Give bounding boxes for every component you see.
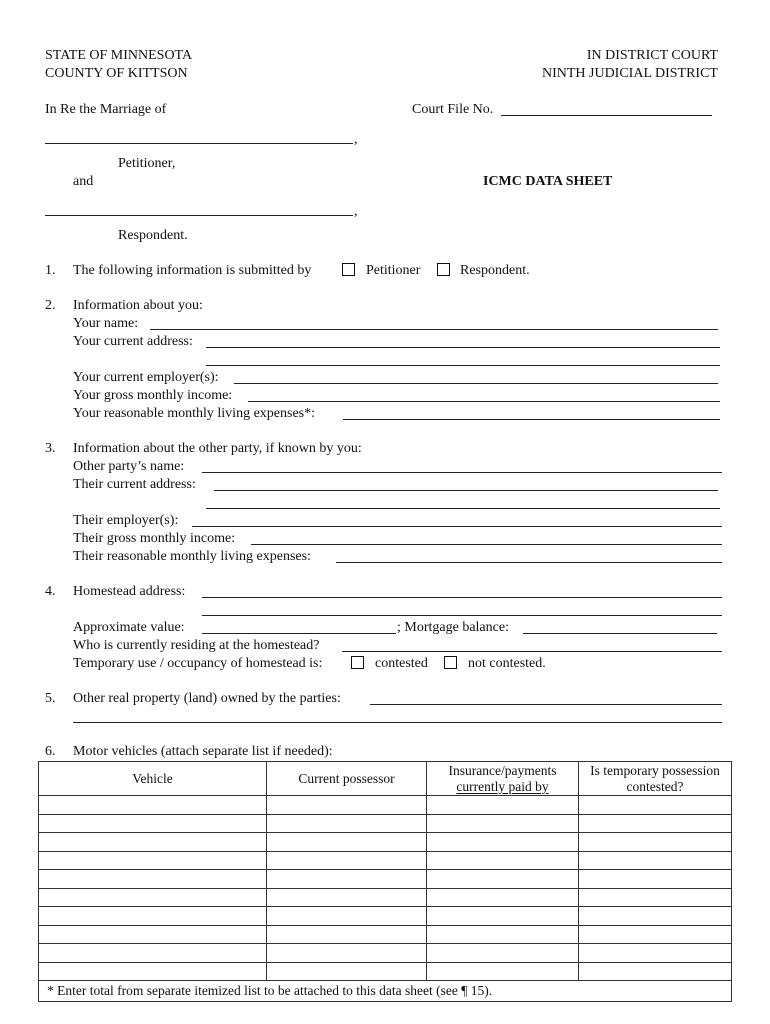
other-employer-label: Their employer(s): — [73, 513, 179, 528]
section-1-number: 1. — [45, 263, 56, 278]
residing-label: Who is currently residing at the homestead? — [73, 638, 320, 653]
homestead-address-field-2[interactable] — [202, 615, 722, 616]
table-cell[interactable] — [39, 925, 267, 944]
court-file-field[interactable] — [501, 115, 712, 116]
not-contested-checkbox[interactable] — [444, 656, 457, 669]
section-4-number: 4. — [45, 584, 56, 599]
other-income-label: Their gross monthly income: — [73, 531, 236, 546]
respondent-comma: , — [354, 204, 358, 219]
section-2-heading: Information about you: — [73, 298, 203, 313]
motor-vehicles-label: Motor vehicles (attach separate list if needed): — [73, 744, 333, 759]
your-expenses-label: Your reasonable monthly living expenses*: — [73, 406, 315, 421]
col-current-possessor: Current possessor — [267, 762, 427, 796]
petitioner-checkbox[interactable] — [342, 263, 355, 276]
table-cell[interactable] — [579, 833, 732, 852]
table-cell[interactable] — [267, 851, 427, 870]
other-income-field[interactable] — [251, 544, 722, 545]
section-3-number: 3. — [45, 441, 56, 456]
table-cell[interactable] — [267, 944, 427, 963]
table-cell[interactable] — [267, 833, 427, 852]
other-property-label: Other real property (land) owned by the parties: — [73, 691, 341, 706]
section-5-number: 5. — [45, 691, 56, 706]
table-cell[interactable] — [267, 796, 427, 815]
petitioner-name-field[interactable] — [45, 143, 353, 144]
section-2-number: 2. — [45, 298, 56, 313]
table-cell[interactable] — [267, 870, 427, 889]
table-cell[interactable] — [267, 907, 427, 926]
other-name-label: Other party’s name: — [73, 459, 185, 474]
table-row — [39, 925, 732, 944]
table-cell[interactable] — [579, 796, 732, 815]
vehicles-table — [38, 761, 732, 1002]
table-cell[interactable] — [39, 888, 267, 907]
court-file-label: Court File No. — [412, 102, 494, 117]
homestead-address-field[interactable] — [202, 597, 722, 598]
court-name: IN DISTRICT COURT — [586, 48, 718, 63]
other-address-label: Their current address: — [73, 477, 196, 492]
col-temp-line-2: contested? — [626, 778, 684, 794]
petitioner-label: Petitioner, — [118, 156, 176, 171]
vehicles-table-header — [39, 762, 732, 796]
col-vehicle: Vehicle — [39, 762, 267, 796]
table-cell[interactable] — [579, 888, 732, 907]
table-cell[interactable] — [39, 870, 267, 889]
state-name: STATE OF MINNESOTA — [45, 48, 193, 63]
table-row — [39, 907, 732, 926]
table-row — [39, 888, 732, 907]
in-re-label: In Re the Marriage of — [45, 102, 167, 117]
other-property-field-2[interactable] — [73, 722, 722, 723]
respondent-checkbox[interactable] — [437, 263, 450, 276]
table-cell[interactable] — [427, 796, 579, 815]
homestead-address-label: Homestead address: — [73, 584, 186, 599]
table-cell[interactable] — [267, 814, 427, 833]
footnote: * Enter total from separate itemized list to be attached to this data sheet (see ¶ 15). — [39, 981, 732, 1002]
judicial-district: NINTH JUDICIAL DISTRICT — [541, 66, 718, 81]
mortgage-balance-label: ; Mortgage balance: — [397, 620, 509, 635]
other-employer-field[interactable] — [192, 526, 722, 527]
county-name: COUNTY OF KITTSON — [45, 66, 188, 81]
your-address-label: Your current address: — [73, 334, 193, 349]
table-cell[interactable] — [579, 962, 732, 981]
table-cell[interactable] — [39, 907, 267, 926]
occupancy-label: Temporary use / occupancy of homestead is: — [73, 656, 323, 671]
footnote-row — [39, 981, 732, 1002]
table-cell[interactable] — [579, 907, 732, 926]
table-cell[interactable] — [427, 888, 579, 907]
approximate-value-label: Approximate value: — [73, 620, 185, 635]
table-row — [39, 833, 732, 852]
other-property-field[interactable] — [370, 704, 722, 705]
other-name-field[interactable] — [202, 472, 722, 473]
approximate-value-field[interactable] — [202, 633, 396, 634]
table-cell[interactable] — [579, 944, 732, 963]
contested-label: contested — [375, 656, 428, 671]
respondent-option-label: Respondent. — [460, 263, 530, 278]
table-cell[interactable] — [427, 944, 579, 963]
table-row — [39, 962, 732, 981]
col-insurance-line-1: Insurance/payments — [448, 762, 557, 778]
table-cell[interactable] — [267, 888, 427, 907]
table-cell[interactable] — [427, 962, 579, 981]
your-income-field[interactable] — [248, 401, 720, 402]
table-cell[interactable] — [39, 962, 267, 981]
table-cell[interactable] — [267, 925, 427, 944]
table-cell[interactable] — [427, 833, 579, 852]
section-6-number: 6. — [45, 744, 56, 759]
table-cell[interactable] — [579, 870, 732, 889]
col-insurance-payments — [427, 762, 579, 796]
table-cell[interactable] — [39, 814, 267, 833]
other-address-field-2[interactable] — [206, 508, 720, 509]
other-expenses-label: Their reasonable monthly living expenses: — [73, 549, 311, 564]
petitioner-comma: , — [354, 132, 358, 147]
table-cell[interactable] — [579, 925, 732, 944]
table-cell[interactable] — [39, 833, 267, 852]
table-cell[interactable] — [427, 814, 579, 833]
your-address-field[interactable] — [206, 347, 720, 348]
section-3-heading: Information about the other party, if known by you: — [73, 441, 362, 456]
your-expenses-field[interactable] — [343, 419, 720, 420]
your-employer-field[interactable] — [234, 383, 718, 384]
your-name-field[interactable] — [150, 329, 718, 330]
contested-checkbox[interactable] — [351, 656, 364, 669]
mortgage-balance-field[interactable] — [523, 633, 717, 634]
col-temp-possession — [579, 762, 732, 796]
your-address-field-2[interactable] — [206, 365, 720, 366]
petitioner-option-label: Petitioner — [366, 263, 421, 278]
table-row — [39, 944, 732, 963]
your-name-label: Your name: — [73, 316, 139, 331]
respondent-name-field[interactable] — [45, 215, 353, 216]
your-employer-label: Your current employer(s): — [73, 370, 219, 385]
table-cell[interactable] — [39, 851, 267, 870]
other-address-field[interactable] — [214, 490, 718, 491]
and-label: and — [73, 174, 94, 189]
not-contested-label: not contested. — [468, 656, 546, 671]
table-cell[interactable] — [39, 796, 267, 815]
table-row — [39, 796, 732, 815]
table-cell[interactable] — [427, 925, 579, 944]
table-cell[interactable] — [427, 907, 579, 926]
table-cell[interactable] — [267, 962, 427, 981]
col-temp-line-1: Is temporary possession — [590, 762, 720, 778]
table-cell[interactable] — [427, 851, 579, 870]
section-1-text: The following information is submitted by — [73, 263, 312, 278]
table-row — [39, 870, 732, 889]
your-income-label: Your gross monthly income: — [73, 388, 233, 403]
table-row — [39, 851, 732, 870]
table-cell[interactable] — [579, 851, 732, 870]
table-cell[interactable] — [39, 944, 267, 963]
table-row — [39, 814, 732, 833]
residing-field[interactable] — [342, 651, 722, 652]
respondent-label: Respondent. — [118, 228, 188, 243]
other-expenses-field[interactable] — [336, 562, 722, 563]
document-title: ICMC DATA SHEET — [483, 174, 613, 189]
table-cell[interactable] — [427, 870, 579, 889]
col-insurance-line-2: currently paid by — [456, 778, 549, 794]
table-cell[interactable] — [579, 814, 732, 833]
